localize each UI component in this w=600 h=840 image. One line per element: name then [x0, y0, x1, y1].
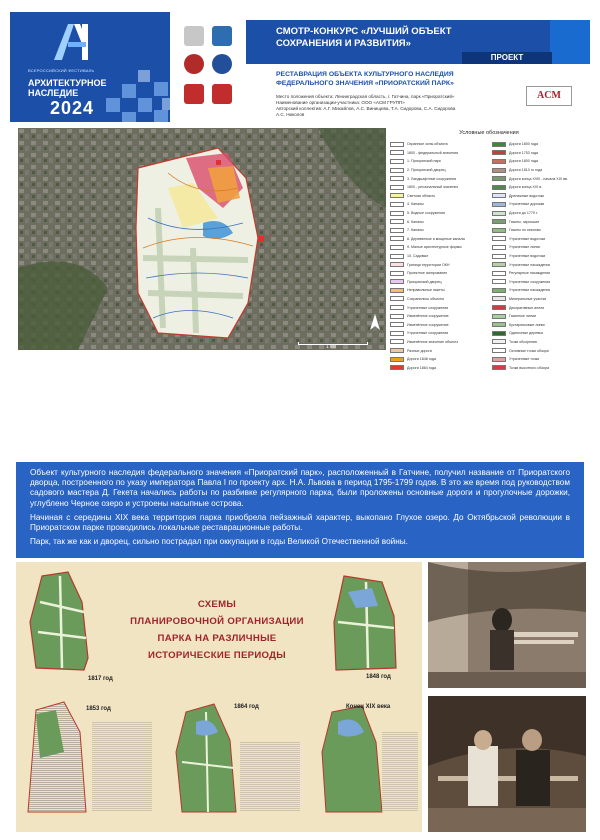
legend-item	[390, 183, 486, 192]
year-end-xix-label: Конец XIX века	[346, 704, 391, 710]
legend-swatch-icon	[492, 331, 506, 336]
legend-item	[390, 329, 486, 338]
legend-label: Дороги 1864 года	[407, 365, 437, 370]
legend-label: Газоны, заросшие	[509, 219, 540, 224]
festival-small-caption: ВСЕРОССИЙСКИЙ ФЕСТИВАЛЬ	[28, 68, 95, 73]
region-emblem-icon	[212, 26, 232, 46]
intro-paragraph-3: Парк, так же как и дворец, сильно пострадал при оккупации в годы Великой Отечественной войны.	[30, 537, 408, 547]
legend-label: 3. Ландшафтные сооружения	[407, 176, 457, 181]
legend-label: Утраченные сооружения	[407, 331, 449, 336]
legend-label: Дороги 1848 года	[407, 357, 437, 362]
legend-label: 4. Каналы	[407, 202, 424, 207]
schemes-panel	[16, 562, 422, 832]
legend-swatch-icon	[390, 211, 404, 216]
legend-swatch-icon	[492, 193, 506, 198]
legend-swatch-icon	[492, 176, 506, 181]
legend-item	[492, 252, 588, 261]
legend-label: Приоратский дворец	[407, 279, 442, 284]
legend-swatch-icon	[390, 331, 404, 336]
aerial-map	[18, 128, 386, 350]
legend-label: Утраченные точки	[509, 357, 540, 362]
festival-title: АРХИТЕКТУРНОЕ НАСЛЕДИЕ	[28, 78, 107, 98]
legend-swatch-icon	[390, 228, 404, 233]
legend-label: Утраченные сооружения	[509, 279, 551, 284]
legend-item	[390, 295, 486, 304]
legend-swatch-icon	[492, 185, 506, 190]
legend-label: Сохранились объекты	[407, 296, 445, 301]
legend-swatch-icon	[390, 322, 404, 327]
legend-item	[492, 157, 588, 166]
legend-swatch-icon	[492, 245, 506, 250]
aerial-map-drawing	[18, 128, 386, 350]
legend-label: 8. Деревянные и мощеные каналы	[407, 236, 466, 241]
legend-item	[492, 149, 588, 158]
legend-swatch-icon	[390, 245, 404, 250]
legend-label: Неправильные пакеты	[407, 288, 445, 293]
legend-swatch-icon	[492, 339, 506, 344]
legend-label: 9. Малые архитектурные формы	[407, 245, 462, 250]
legend-item	[390, 346, 486, 355]
legend-item	[492, 295, 588, 304]
legend-swatch-icon	[492, 211, 506, 216]
city-emblem-icon	[212, 84, 232, 104]
legend-label: Изменённое сооружение	[407, 314, 449, 319]
legend-item	[390, 320, 486, 329]
legend-label: Точки обозрения	[509, 339, 537, 344]
legend-label: Кустарниковые линии	[509, 322, 546, 327]
legend-item	[492, 346, 588, 355]
legend-label: Регулярные насаждения	[509, 271, 551, 276]
contest-band-tab	[550, 20, 590, 64]
legend-label: Дороги 1800 года	[509, 159, 539, 164]
legend-label: Утраченные дорожки	[509, 202, 545, 207]
legend-swatch-icon	[390, 185, 404, 190]
legend-label: 1800 - федеральный значения	[407, 150, 459, 155]
legend-item	[390, 243, 486, 252]
legend-item	[492, 303, 588, 312]
legend-label: Охранные зоны объекта	[407, 142, 448, 147]
legend-item	[390, 338, 486, 347]
legend-swatch-icon	[492, 314, 506, 319]
schemes-title: СХЕМЫ ПЛАНИРОВОЧНОЙ ОРГАНИЗАЦИИ ПАРКА НА РАЗЛИЧНЫЕ ИСТОРИЧЕСКИЕ ПЕРИОДЫ	[130, 599, 304, 661]
legend-label: 2. Приоратский дворец	[407, 168, 446, 173]
legend-item	[390, 200, 486, 209]
legend-label: Изменённое значение объекта	[407, 339, 459, 344]
legend-label: Декоративные аллеи	[509, 305, 545, 310]
legend-label: Дороги 1753 года	[509, 150, 539, 155]
legend-swatch-icon	[390, 159, 404, 164]
legend-item	[390, 252, 486, 261]
legend-item	[390, 269, 486, 278]
legend-item	[390, 166, 486, 175]
north-arrow-icon	[370, 314, 380, 330]
legend-swatch-icon	[390, 271, 404, 276]
legend-label: Газонные линии	[509, 314, 536, 319]
legend-label: Граница территории ОКН	[407, 262, 450, 267]
legend-swatch-icon	[390, 262, 404, 267]
legend-swatch-icon	[492, 202, 506, 207]
legend-label: Светлая область	[407, 193, 436, 198]
legend-swatch-icon	[390, 142, 404, 147]
historic-photo-bench-drawing	[428, 562, 586, 688]
legend-label: Утраченные насаждения	[509, 288, 551, 293]
legend-swatch-icon	[390, 219, 404, 224]
legend-item	[492, 166, 588, 175]
year-1864-label: 1864 год	[234, 704, 259, 710]
legend-item	[492, 338, 588, 347]
legend-item	[492, 209, 588, 218]
union-emblem-icon	[184, 26, 204, 46]
project-badge: ПРОЕКТ	[462, 52, 552, 64]
legend-label: Дороги конца XIX в.	[509, 185, 543, 190]
legend-item	[492, 329, 588, 338]
legend-swatch-icon	[390, 168, 404, 173]
legend-swatch-icon	[492, 228, 506, 233]
legend-swatch-icon	[492, 159, 506, 164]
legend-swatch-icon	[492, 150, 506, 155]
legend-right-column	[492, 140, 588, 372]
legend-swatch-icon	[492, 262, 506, 267]
festival-logo-block	[10, 12, 170, 122]
historic-photo-couple	[428, 696, 586, 832]
legend-label: Утраченные насаждения	[509, 262, 551, 267]
intro-paragraph-2: Начиная с середины XIX века территория парка приобрела пейзажный характер, выкопано Глухое озеро. До Октябрьской революции в Приоратском парке проводились локальные реставрационные работы.	[30, 512, 570, 533]
legend-item	[390, 192, 486, 201]
legend-label: Дренажные водотоки	[509, 193, 545, 198]
legend-item	[492, 192, 588, 201]
legend-swatch-icon	[492, 271, 506, 276]
legend-swatch-icon	[390, 202, 404, 207]
historic-photo-couple-drawing	[428, 696, 586, 832]
year-1848-label: 1848 год	[366, 674, 391, 680]
legend-label: Утраченные водотоки	[509, 254, 546, 259]
legend-swatch-icon	[492, 142, 506, 147]
map-legend	[390, 130, 588, 370]
legend-item	[390, 303, 486, 312]
legend-label: 7. Каналы	[407, 228, 424, 233]
legend-left-column	[390, 140, 486, 372]
ministry-emblem-icon	[184, 54, 204, 74]
legend-label: Изменённое сооружение	[407, 322, 449, 327]
contest-header	[246, 12, 590, 122]
legend-label: Одиночные деревья	[509, 331, 543, 336]
legend-item	[492, 183, 588, 192]
legend-item	[492, 174, 588, 183]
year-1853-label: 1853 год	[86, 706, 111, 712]
legend-swatch-icon	[492, 219, 506, 224]
legend-item	[390, 278, 486, 287]
legend-swatch-icon	[390, 305, 404, 310]
legend-item	[492, 217, 588, 226]
legend-item	[492, 226, 588, 235]
legend-swatch-icon	[390, 314, 404, 319]
legend-label: 1. Приоратский парк	[407, 159, 442, 164]
historic-photo-bench	[428, 562, 586, 688]
legend-swatch-icon	[390, 288, 404, 293]
legend-item	[492, 260, 588, 269]
legend-item	[492, 235, 588, 244]
intro-paragraph-1: Объект культурного наследия федерального значения «Приоратский парк», расположенный в Гатчине, получил название от Приоратского дворца, построенного по указу императора Павла I по проекту арх. Н.А. Львова в период 1795-1799 годов. В это же время под руководством садового мастера Д. Гекета начались работы по разбивке регулярного парка, были проложены основные дороги и прогулочные дорожки, углублено Черное озеро и устроены насыпные острова.	[30, 468, 570, 508]
legend-swatch-icon	[492, 305, 506, 310]
legend-item	[390, 312, 486, 321]
year-1817-label: 1817 год	[88, 676, 113, 682]
legend-label: 1800 - региональный значения	[407, 185, 459, 190]
cubes-decoration-icon	[96, 68, 170, 122]
legend-swatch-icon	[492, 348, 506, 353]
legend-label: Точки высотного обзора	[509, 365, 549, 370]
legend-swatch-icon	[390, 348, 404, 353]
legend-item	[492, 269, 588, 278]
legend-label: Газоны по сезонам	[509, 228, 541, 233]
legend-label: Дороги до 1779 г.	[509, 211, 538, 216]
legend-item	[390, 235, 486, 244]
intro-text-box	[16, 462, 584, 558]
legend-swatch-icon	[492, 296, 506, 301]
spacer	[16, 356, 584, 458]
legend-swatch-icon	[390, 296, 404, 301]
legend-item	[390, 217, 486, 226]
scale-bar: 1 км	[298, 340, 368, 350]
legend-label: 10. Садовые	[407, 254, 429, 259]
legend-item	[390, 260, 486, 269]
legend-label: Разные дороги	[407, 348, 432, 353]
legend-label: Минеральные участки	[509, 296, 547, 301]
moscow-emblem-icon	[184, 84, 204, 104]
legend-title: Условные обозначения	[459, 130, 519, 136]
legend-swatch-icon	[390, 339, 404, 344]
legend-item	[492, 286, 588, 295]
legend-item	[390, 149, 486, 158]
legend-swatch-icon	[492, 254, 506, 259]
emblems-block	[176, 12, 242, 122]
legend-swatch-icon	[390, 150, 404, 155]
legend-swatch-icon	[492, 168, 506, 173]
legend-swatch-icon	[492, 236, 506, 241]
legend-item	[492, 278, 588, 287]
legend-item	[492, 320, 588, 329]
legend-swatch-icon	[390, 279, 404, 284]
company-logo: ACM	[526, 86, 572, 106]
legend-label: Утраченные водотоки	[509, 236, 546, 241]
heritage-emblem-icon	[212, 54, 232, 74]
legend-item	[390, 226, 486, 235]
legend-swatch-icon	[492, 288, 506, 293]
legend-item	[390, 157, 486, 166]
legend-label: Дороги 1800 года	[509, 142, 539, 147]
legend-label: 6. Каналы	[407, 219, 424, 224]
legend-label: 5. Водные сооружения	[407, 211, 445, 216]
legend-label: Утраченные линии	[509, 245, 541, 250]
legend-label: Утраченные сооружения	[407, 305, 449, 310]
legend-swatch-icon	[390, 193, 404, 198]
legend-swatch-icon	[390, 254, 404, 259]
legend-swatch-icon	[390, 176, 404, 181]
legend-item	[390, 140, 486, 149]
legend-item	[492, 312, 588, 321]
legend-label: Основные точки обзора	[509, 348, 549, 353]
legend-item	[492, 243, 588, 252]
legend-item	[390, 286, 486, 295]
festival-a-icon	[48, 20, 98, 64]
legend-swatch-icon	[492, 279, 506, 284]
festival-year: 2024	[50, 98, 95, 118]
project-meta: Место положения объекта: Ленинградская область, г. Гатчина, парк «Приоратский» Наименование организации-участника: ООО «АСМ ГРУПП» Авторский коллектив: А.Г. Михайлов, А.С. Винищева, Т.А. Сидорова, С.А. Сидорова А.С. Николов	[276, 94, 456, 117]
legend-label: Дороги 1810 го года	[509, 168, 543, 173]
map-section	[10, 124, 590, 370]
legend-label: Дороги конца XVIII - начала XIX вв.	[509, 176, 568, 181]
legend-item	[492, 140, 588, 149]
legend-item	[390, 174, 486, 183]
legend-item	[390, 209, 486, 218]
legend-label: Проектное зонирование	[407, 271, 448, 276]
legend-swatch-icon	[492, 322, 506, 327]
project-subtitle: РЕСТАВРАЦИЯ ОБЪЕКТА КУЛЬТУРНОГО НАСЛЕДИЯ ФЕДЕРАЛЬНОГО ЗНАЧЕНИЯ «ПРИОРАТСКИЙ ПАРК»	[276, 71, 454, 87]
contest-title: СМОТР-КОНКУРС «ЛУЧШИЙ ОБЪЕКТ СОХРАНЕНИЯ И РАЗВИТИЯ»	[276, 26, 452, 49]
legend-item	[492, 200, 588, 209]
legend-swatch-icon	[390, 236, 404, 241]
